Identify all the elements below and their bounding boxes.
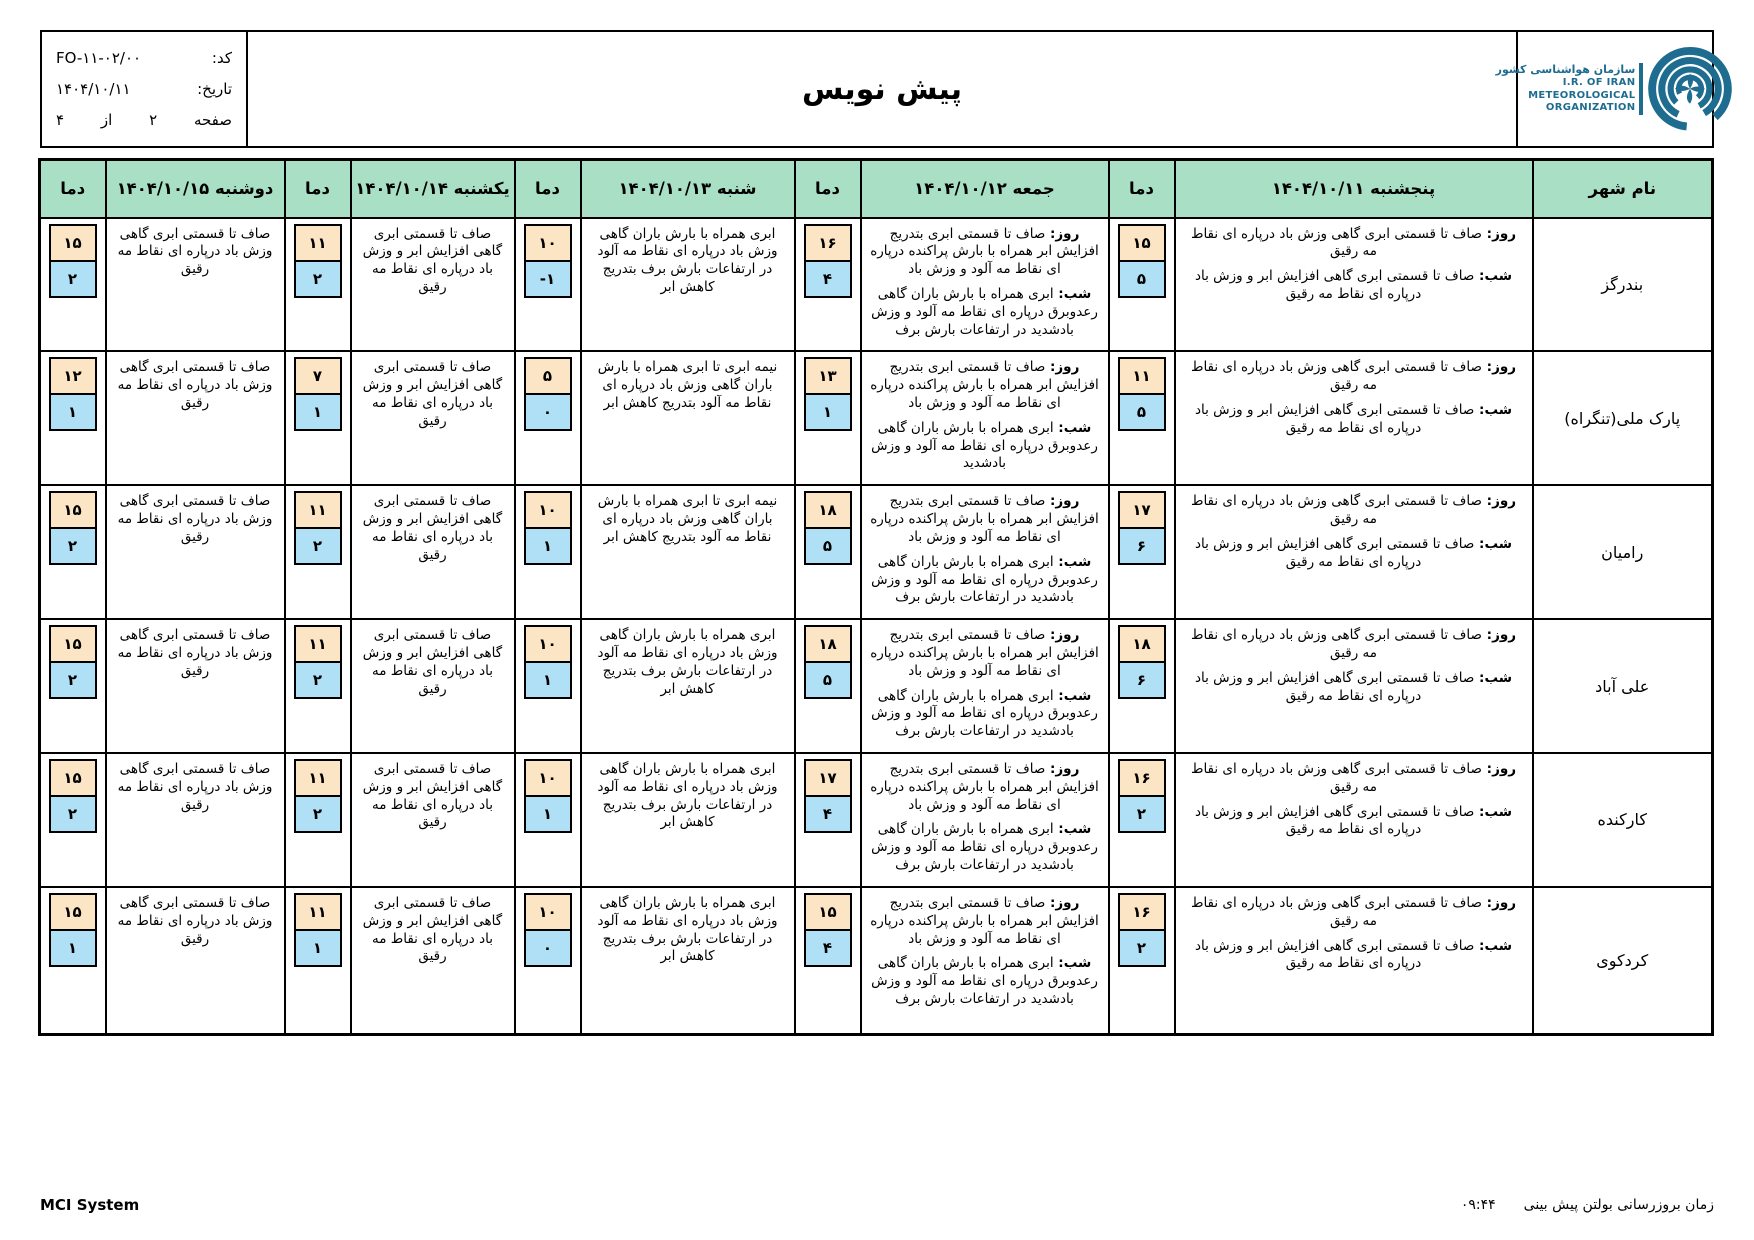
forecast-text: شب: صاف تا قسمتی ابری گاهی افزایش ابر و وزش باد درپاره ای نقاط مه رقیق [1194,402,1513,436]
forecast-cell-day-3 [351,753,515,887]
forecast-table-head [40,160,1713,218]
city-name: پارک ملی(تنگراه) [1533,351,1713,485]
temp-max-value: ۱۵ [49,893,97,931]
temp-max-value: ۱۳ [804,357,852,395]
forecast-text: نیمه ابری تا ابری همراه با بارش باران گاهی وزش باد درپاره ای نقاط مه آلود بتدریج کاهش ابر [597,359,778,411]
forecast-text: شب: ابری همراه با بارش باران گاهی رعدوبرق درپاره ای نقاط مه آلود و وزش بادشدید [871,419,1098,472]
temp-min-value: ۵ [804,661,852,699]
temp-min-value: ۲ [1118,795,1166,833]
temp-cell-day-0 [1109,218,1175,352]
forecast-text: روز: صاف تا قسمتی ابری گاهی وزش باد درپاره ای نقاط مه رقیق [1190,761,1517,795]
temp-max-value: ۱۱ [294,224,342,262]
temp-max-value: ۱۵ [49,491,97,529]
temp-cell-day-3 [285,485,351,619]
temp-cell-day-3 [285,887,351,1035]
forecast-cell-day-2 [581,619,795,753]
temp-cell-day-4 [40,218,106,352]
table-header-row [40,160,1713,218]
temp-min-value: ۲ [294,527,342,565]
forecast-text: صاف تا قسمتی ابری گاهی وزش باد درپاره ای نقاط مه رقیق [117,761,273,813]
temp-min-value: ۲ [294,795,342,833]
page-number: ۲ [149,111,158,130]
temp-max-value: ۱۱ [294,491,342,529]
temp-cell-day-2 [515,485,581,619]
temp-max-value: ۱۷ [1118,491,1166,529]
temp-min-value: ۱ [49,393,97,431]
temp-min-value: ۰ [524,393,572,431]
temp-max-value: ۵ [524,357,572,395]
forecast-cell-day-0 [1175,753,1533,887]
temp-cell-day-1 [795,218,861,352]
forecast-cell-day-2 [581,218,795,352]
temp-min-value: ۵ [1118,393,1166,431]
page-of-label: از [100,111,113,130]
temp-cell-day-2 [515,753,581,887]
temp-min-value: ۱ [524,661,572,699]
forecast-cell-day-4 [106,753,285,887]
forecast-text: صاف تا قسمتی ابری گاهی وزش باد درپاره ای نقاط مه رقیق [117,627,273,679]
temp-cell-day-3 [285,218,351,352]
footer-update-time [1461,1197,1714,1213]
forecast-text: صاف تا قسمتی ابری گاهی وزش باد درپاره ای نقاط مه رقیق [117,493,273,545]
temp-min-value: ۲ [49,661,97,699]
temp-max-value: ۱۱ [294,625,342,663]
column-header-day-3: یکشنبه ۱۴۰۴/۱۰/۱۴ [351,160,515,218]
temp-max-value: ۱۱ [294,893,342,931]
forecast-text: روز: صاف تا قسمتی ابری بتدریج افزایش ابر همراه با بارش پراکنده درپاره ای نقاط مه آلود و وزش باد [870,225,1099,278]
temp-cell-day-4 [40,753,106,887]
forecast-cell-day-3 [351,619,515,753]
forecast-text: شب: ابری همراه با بارش باران گاهی رعدوبرق درپاره ای نقاط مه آلود و وزش بادشدید در ارتفاعات بارش برف [871,687,1098,740]
temp-max-value: ۱۵ [804,893,852,931]
page-total: ۴ [56,111,65,130]
column-header-temp-3: دما [285,160,351,218]
forecast-text: ابری همراه با بارش باران گاهی وزش باد درپاره ای نقاط مه آلود در ارتفاعات بارش برف بتدریج کاهش ابر [597,627,778,697]
table-row-0 [40,218,1713,352]
temp-max-value: ۱۸ [804,625,852,663]
temp-cell-day-1 [795,753,861,887]
temp-min-value: ۲ [294,260,342,298]
forecast-text: صاف تا قسمتی ابری گاهی افزایش ابر و وزش باد درپاره ای نقاط مه رقیق [362,493,503,563]
forecast-text: ابری همراه با بارش باران گاهی وزش باد درپاره ای نقاط مه آلود در ارتفاعات بارش برف بتدریج کاهش ابر [597,225,778,295]
forecast-text: روز: صاف تا قسمتی ابری بتدریج افزایش ابر همراه با بارش پراکنده درپاره ای نقاط مه آلود و وزش باد [870,627,1099,679]
forecast-text: صاف تا قسمتی ابری گاهی افزایش ابر و وزش باد درپاره ای نقاط مه رقیق [362,359,503,429]
temp-cell-day-0 [1109,351,1175,485]
forecast-cell-day-3 [351,351,515,485]
column-header-city: نام شهر [1533,160,1713,218]
forecast-text: شب: ابری همراه با بارش باران گاهی رعدوبرق درپاره ای نقاط مه آلود و وزش بادشدید در ارتفاعات بارش برف [871,821,1098,874]
city-name: علی آباد [1533,619,1713,753]
city-name: کردکوی [1533,887,1713,1035]
forecast-cell-day-4 [106,485,285,619]
info-row-code [56,49,232,67]
temp-min-value: ۴ [804,260,852,298]
temp-max-value: ۱۵ [49,224,97,262]
column-header-temp-0: دما [1109,160,1175,218]
temp-cell-day-0 [1109,887,1175,1035]
forecast-cell-day-2 [581,485,795,619]
table-row-4 [40,753,1713,887]
forecast-text: شب: ابری همراه با بارش باران گاهی رعدوبرق درپاره ای نقاط مه آلود و وزش بادشدید در ارتفاعات بارش برف [871,955,1098,1007]
met-org-spiral-logo-icon [1646,41,1734,137]
table-row-3 [40,619,1713,753]
forecast-text: روز: صاف تا قسمتی ابری گاهی وزش باد درپاره ای نقاط مه رقیق [1190,627,1517,661]
page-footer [40,1196,1714,1214]
temp-max-value: ۱۰ [524,893,572,931]
forecast-cell-day-0 [1175,218,1533,352]
temp-cell-day-1 [795,619,861,753]
column-header-temp-1: دما [795,160,861,218]
temp-max-value: ۱۸ [1118,625,1166,663]
forecast-cell-day-1 [861,887,1109,1035]
temp-min-value: ۱ [804,393,852,431]
footer-update-clock: ۰۹:۴۴ [1460,1197,1496,1213]
temp-min-value: ۴ [804,929,852,967]
forecast-cell-day-1 [861,485,1109,619]
temp-min-value: ۲ [49,527,97,565]
temp-max-value: ۱۵ [1118,224,1166,262]
forecast-text: شب: صاف تا قسمتی ابری گاهی افزایش ابر و وزش باد درپاره ای نقاط مه رقیق [1194,535,1513,570]
temp-max-value: ۱۵ [49,759,97,797]
temp-min-value: ۵ [1118,260,1166,298]
forecast-cell-day-1 [861,218,1109,352]
logo-cell [1495,32,1712,146]
forecast-text: صاف تا قسمتی ابری گاهی افزایش ابر و وزش باد درپاره ای نقاط مه رقیق [362,225,503,295]
forecast-table [38,158,1714,1036]
temp-max-value: ۱۷ [804,759,852,797]
temp-cell-day-2 [515,887,581,1035]
forecast-text: شب: صاف تا قسمتی ابری گاهی افزایش ابر و وزش باد درپاره ای نقاط مه رقیق [1194,669,1513,704]
temp-min-value: ۶ [1118,661,1166,699]
forecast-cell-day-4 [106,351,285,485]
temp-cell-day-0 [1109,753,1175,887]
page-title: پیش نویس [801,71,963,107]
forecast-text: ابری همراه با بارش باران گاهی وزش باد درپاره ای نقاط مه آلود در ارتفاعات بارش برف بتدریج کاهش ابر [597,761,778,831]
header-band [40,30,1714,148]
forecast-cell-day-0 [1175,351,1533,485]
forecast-cell-day-2 [581,351,795,485]
temp-min-value: ۱ [524,527,572,565]
temp-min-value: ۲ [294,661,342,699]
forecast-text: روز: صاف تا قسمتی ابری گاهی وزش باد درپاره ای نقاط مه رقیق [1190,894,1517,929]
forecast-cell-day-0 [1175,619,1533,753]
temp-max-value: ۱۸ [804,491,852,529]
column-header-day-2: شنبه ۱۴۰۴/۱۰/۱۳ [581,160,795,218]
temp-cell-day-0 [1109,619,1175,753]
forecast-cell-day-2 [581,753,795,887]
temp-cell-day-4 [40,351,106,485]
city-name: بندرگز [1533,218,1713,352]
forecast-cell-day-1 [861,351,1109,485]
forecast-text: صاف تا قسمتی ابری گاهی وزش باد درپاره ای نقاط مه رقیق [117,894,273,947]
forecast-cell-day-3 [351,485,515,619]
logo-org-name-en1: I.R. OF IRAN [1562,77,1636,89]
temp-max-value: ۱۰ [524,625,572,663]
column-header-day-0: پنجشنبه ۱۴۰۴/۱۰/۱۱ [1175,160,1533,218]
forecast-cell-day-4 [106,218,285,352]
temp-max-value: ۱۰ [524,759,572,797]
forecast-text: روز: صاف تا قسمتی ابری گاهی وزش باد درپاره ای نقاط مه رقیق [1190,359,1517,394]
temp-max-value: ۱۱ [294,759,342,797]
temp-cell-day-4 [40,887,106,1035]
temp-max-value: ۱۶ [1118,759,1166,797]
date-value: ۱۴۰۴/۱۰/۱۱ [56,79,131,98]
temp-max-value: ۱۶ [1118,893,1166,931]
forecast-text: صاف تا قسمتی ابری گاهی افزایش ابر و وزش باد درپاره ای نقاط مه رقیق [362,627,503,697]
temp-cell-day-2 [515,351,581,485]
city-name: کارکنده [1533,753,1713,887]
forecast-table-body [40,218,1713,1035]
date-label: تاریخ: [197,79,232,98]
forecast-cell-day-1 [861,619,1109,753]
code-label: کد: [211,48,232,67]
info-row-date [56,80,232,98]
temp-cell-day-1 [795,351,861,485]
code-value: FO-۱۱-۰۲/۰۰ [56,48,142,67]
temp-min-value: ۴ [804,795,852,833]
forecast-cell-day-4 [106,887,285,1035]
table-row-5 [40,887,1713,1035]
column-header-day-4: دوشنبه ۱۴۰۴/۱۰/۱۵ [106,160,285,218]
forecast-text: شب: ابری همراه با بارش باران گاهی رعدوبرق درپاره ای نقاط مه آلود و وزش بادشدید در ارتفاعات بارش برف [871,553,1098,606]
forecast-text: صاف تا قسمتی ابری گاهی افزایش ابر و وزش باد درپاره ای نقاط مه رقیق [362,761,503,831]
forecast-text: شب: صاف تا قسمتی ابری گاهی افزایش ابر و وزش باد درپاره ای نقاط مه رقیق [1194,803,1513,838]
temp-max-value: ۱۰ [524,224,572,262]
footer-update-label: زمان بروزرسانی بولتن پیش بینی [1523,1197,1714,1213]
temp-cell-day-1 [795,485,861,619]
forecast-cell-day-0 [1175,485,1533,619]
forecast-text: روز: صاف تا قسمتی ابری بتدریج افزایش ابر همراه با بارش پراکنده درپاره ای نقاط مه آلود و وزش باد [870,894,1099,947]
temp-max-value: ۱۰ [524,491,572,529]
footer-system-name: MCI System [40,1196,140,1214]
column-header-temp-4: دما [40,160,106,218]
logo-text [1496,63,1644,114]
temp-min-value: ۰ [524,929,572,967]
forecast-text: ابری همراه با بارش باران گاهی وزش باد درپاره ای نقاط مه آلود در ارتفاعات بارش برف بتدریج کاهش ابر [597,894,778,965]
temp-cell-day-4 [40,619,106,753]
forecast-text: شب: صاف تا قسمتی ابری گاهی افزایش ابر و وزش باد درپاره ای نقاط مه رقیق [1194,937,1513,972]
temp-cell-day-0 [1109,485,1175,619]
forecast-text: روز: صاف تا قسمتی ابری گاهی وزش باد درپاره ای نقاط مه رقیق [1190,225,1517,260]
column-header-temp-2: دما [515,160,581,218]
logo-org-name-fa: سازمان هواشناسی کشور [1495,63,1636,77]
temp-min-value: ۲ [1118,929,1166,967]
temp-min-value: ۵ [804,527,852,565]
temp-min-value: ۱ [524,795,572,833]
city-name: رامیان [1533,485,1713,619]
table-row-2 [40,485,1713,619]
temp-min-value: ۱ [294,393,342,431]
forecast-text: صاف تا قسمتی ابری گاهی وزش باد درپاره ای نقاط مه رقیق [117,225,273,278]
table-row-1 [40,351,1713,485]
forecast-cell-day-4 [106,619,285,753]
forecast-text: شب: صاف تا قسمتی ابری گاهی افزایش ابر و وزش باد درپاره ای نقاط مه رقیق [1194,268,1513,302]
temp-cell-day-3 [285,619,351,753]
temp-min-value: ۲ [49,795,97,833]
logo-org-name-en2: METEOROLOGICAL [1528,89,1636,101]
temp-cell-day-4 [40,485,106,619]
temp-cell-day-2 [515,619,581,753]
forecast-text: روز: صاف تا قسمتی ابری بتدریج افزایش ابر همراه با بارش پراکنده درپاره ای نقاط مه آلود و وزش باد [870,761,1099,813]
temp-min-value: ۱ [49,929,97,967]
temp-cell-day-3 [285,753,351,887]
forecast-text: نیمه ابری تا ابری همراه با بارش باران گاهی وزش باد درپاره ای نقاط مه آلود بتدریج کاهش ابر [597,493,778,545]
temp-min-value: -۱ [524,260,572,298]
temp-cell-day-1 [795,887,861,1035]
temp-max-value: ۱۶ [804,224,852,262]
temp-max-value: ۱۱ [1118,357,1166,395]
temp-max-value: ۷ [294,357,342,395]
forecast-text: روز: صاف تا قسمتی ابری بتدریج افزایش ابر همراه با بارش پراکنده درپاره ای نقاط مه آلود و وزش باد [870,493,1099,545]
temp-min-value: ۱ [294,929,342,967]
forecast-cell-day-0 [1175,887,1533,1035]
forecast-text: صاف تا قسمتی ابری گاهی افزایش ابر و وزش باد درپاره ای نقاط مه رقیق [362,894,503,965]
forecast-cell-day-1 [861,753,1109,887]
temp-max-value: ۱۲ [49,357,97,395]
page-label: صفحه [193,111,232,130]
info-row-page [56,111,232,129]
forecast-cell-day-2 [581,887,795,1035]
temp-min-value: ۶ [1118,527,1166,565]
column-header-day-1: جمعه ۱۴۰۴/۱۰/۱۲ [861,160,1109,218]
forecast-text: صاف تا قسمتی ابری گاهی وزش باد درپاره ای نقاط مه رقیق [117,359,273,411]
temp-min-value: ۲ [49,260,97,298]
logo-org-name-en3: ORGANIZATION [1545,102,1636,114]
temp-cell-day-2 [515,218,581,352]
document-info-box [42,32,248,146]
temp-cell-day-3 [285,351,351,485]
forecast-text: روز: صاف تا قسمتی ابری گاهی وزش باد درپاره ای نقاط مه رقیق [1190,493,1517,528]
forecast-text: شب: ابری همراه با بارش باران گاهی رعدوبرق درپاره ای نقاط مه آلود و وزش بادشدید در ارتفاعات بارش برف [871,285,1098,338]
forecast-cell-day-3 [351,887,515,1035]
temp-max-value: ۱۵ [49,625,97,663]
forecast-text: روز: صاف تا قسمتی ابری بتدریج افزایش ابر همراه با بارش پراکنده درپاره ای نقاط مه آلود و وزش باد [870,359,1099,411]
forecast-cell-day-3 [351,218,515,352]
